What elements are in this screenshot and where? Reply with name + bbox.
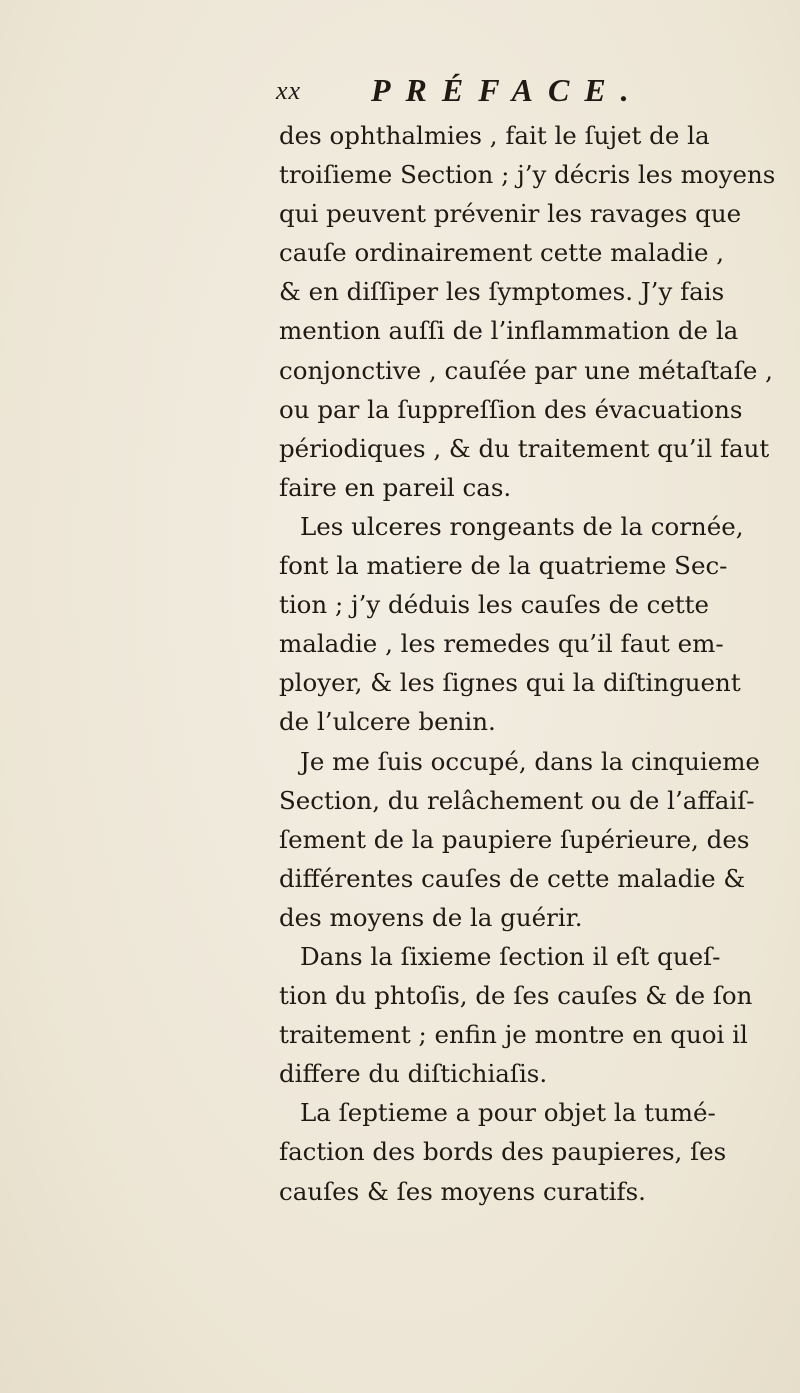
page-header xyxy=(276,72,706,112)
text-line: des moyens de la guérir. xyxy=(279,902,583,932)
text-line: ſement de la paupiere ſupérieure, des xyxy=(279,824,750,854)
text-line: differe du diſtichiaſis. xyxy=(279,1059,548,1089)
text-line: faction des bords des paupieres, ſes xyxy=(279,1137,727,1167)
text-line: périodiques , & du traitement qu’il faut xyxy=(279,433,770,463)
text-line: La ſeptieme a pour objet la tumé- xyxy=(300,1098,716,1128)
text-line: ou par la ſuppreſſion des évacuations xyxy=(279,394,743,424)
text-line: tion du phtoſis, de ſes cauſes & de ſon xyxy=(279,981,753,1011)
text-line: ployer, & les ſignes qui la diſtinguent xyxy=(279,668,741,698)
text-line: tion ; j’y déduis les cauſes de cette xyxy=(279,590,710,620)
text-line: faire en pareil cas. xyxy=(279,472,512,502)
text-line: qui peuvent prévenir les ravages que xyxy=(279,199,742,229)
text-line: des ophthalmies , fait le ſujet de la xyxy=(279,121,710,150)
text-line: Section, du relâchement ou de l’affaiſ- xyxy=(279,785,755,815)
text-line: Les ulceres rongeants de la cornée, xyxy=(300,511,744,541)
text-line: traitement ; enfin je montre en quoi il xyxy=(279,1020,748,1050)
page-number: xx xyxy=(276,76,302,105)
body-text xyxy=(279,116,776,1211)
text-line: maladie , les remedes qu’il faut em- xyxy=(279,629,724,659)
text-line: conjonctive , cauſée par une métaſtaſe , xyxy=(279,355,773,385)
running-title: PRÉFACE. xyxy=(371,72,644,108)
text-line: de l’ulcere benin. xyxy=(279,707,496,737)
text-line: & en diſſiper les ſymptomes. J’y fais xyxy=(279,277,725,307)
text-line: mention auſſi de l’inflammation de la xyxy=(279,316,739,346)
text-line: font la matiere de la quatrieme Sec- xyxy=(279,551,728,581)
text-line: cauſes & ſes moyens curatifs. xyxy=(279,1176,646,1206)
text-line: troiſieme Section ; j’y décris les moyens xyxy=(279,160,776,190)
text-line: Dans la ſixieme ſection il eſt queſ- xyxy=(300,941,721,971)
text-line: différentes cauſes de cette maladie & xyxy=(279,863,746,893)
text-line: cauſe ordinairement cette maladie , xyxy=(279,238,725,268)
text-line: Je me ſuis occupé, dans la cinquieme xyxy=(300,746,760,776)
